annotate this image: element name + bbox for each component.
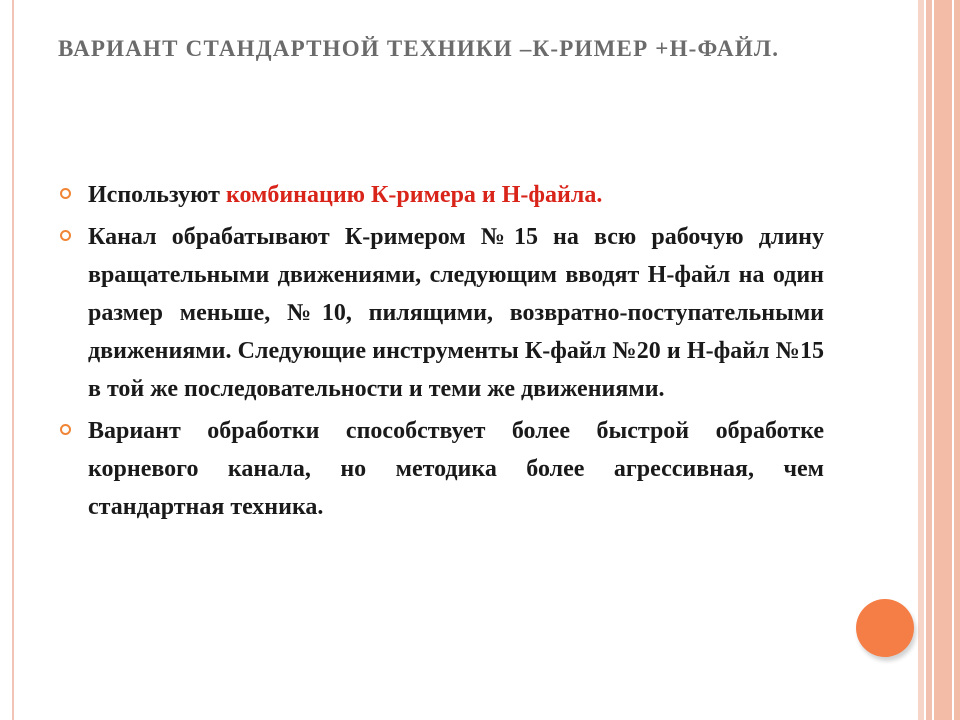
- right-stripe-2: [926, 0, 932, 720]
- bullet-text: Используют: [88, 182, 226, 208]
- ring-bullet-icon: [60, 230, 71, 241]
- bullet-item-1: [60, 176, 824, 214]
- right-stripe-1: [918, 0, 924, 720]
- bullet-item-3: [60, 412, 824, 526]
- bullet-text: Канал обрабатывают К-римером №15 на всю рабочую длину вращательными движениями, следующим вводят Н-файл на один размер меньше, №10, пилящими, возвратно-поступательными движениями. Следующие инструменты К-файл №20 и Н-файл №15 в той же последовательности и теми же движениями.: [88, 224, 824, 402]
- right-stripe-divider: [952, 0, 954, 720]
- bullet-text: Вариант обработки способствует более быстрой обработке корневого канала, но методика более агрессивная, чем стандартная техника.: [88, 418, 824, 520]
- orange-circle-icon: [856, 599, 914, 657]
- ring-bullet-icon: [60, 424, 71, 435]
- bullet-list: [60, 176, 824, 530]
- left-accent-line: [12, 0, 14, 720]
- bullet-item-2: [60, 218, 824, 408]
- right-stripe-3: [934, 0, 960, 720]
- bullet-highlight-text: комбинацию К-римера и Н-файла.: [225, 182, 603, 208]
- ring-bullet-icon: [60, 188, 71, 199]
- slide-title: ВАРИАНТ СТАНДАРТНОЙ ТЕХНИКИ –К-РИМЕР +Н-ФАЙЛ.: [58, 36, 780, 61]
